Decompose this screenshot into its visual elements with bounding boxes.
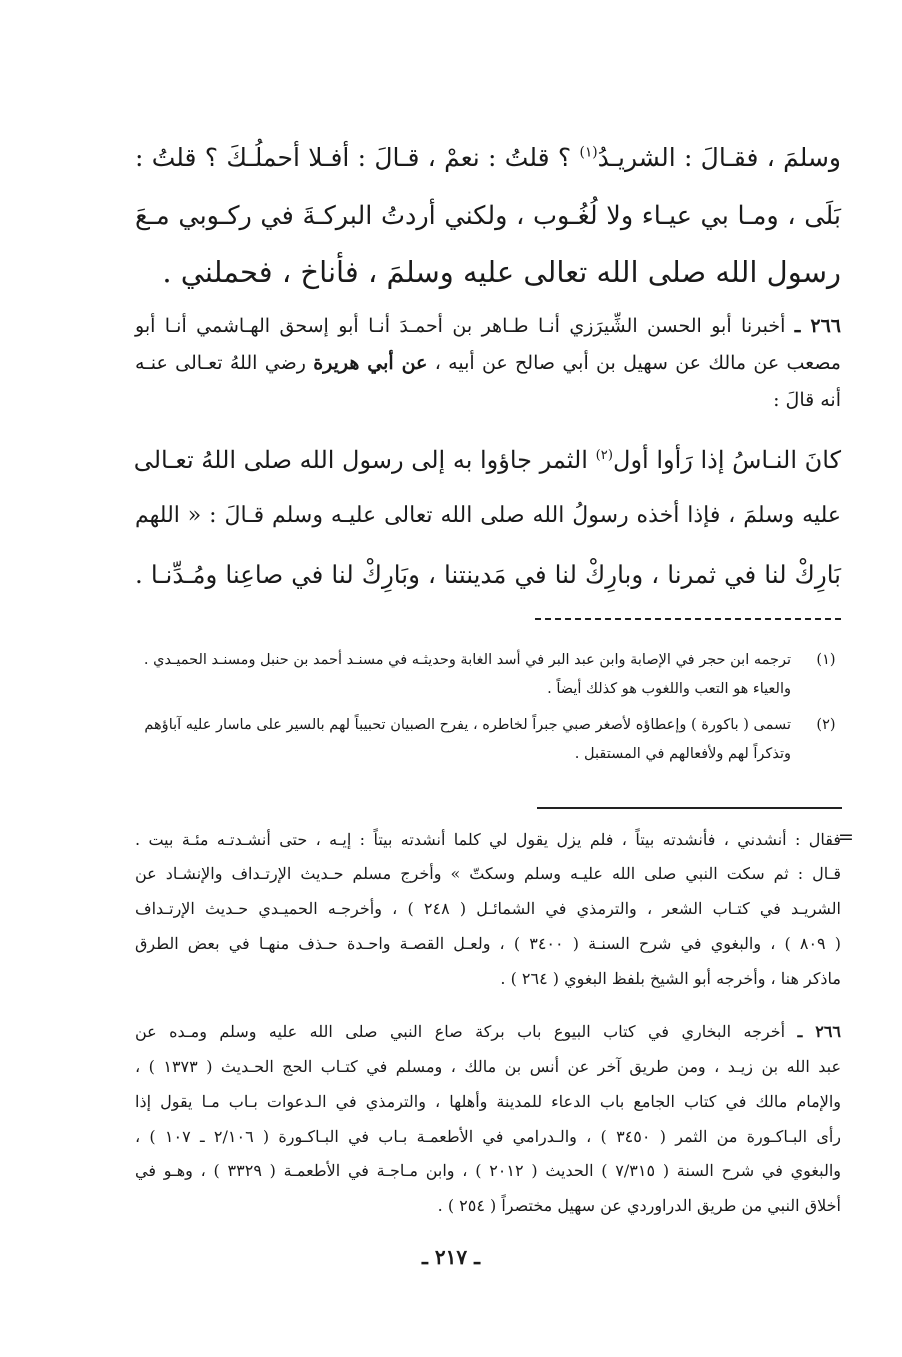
continuation-mark: = <box>838 826 854 848</box>
narrator-name: عن أبي هريرة <box>313 352 428 374</box>
commentary-line: ( ٨٠٩ ) ، والبغوي في شرح السنـة ( ٣٤٠٠ ) ، ولعـل القصـة واحـدة حـذف منهـا في بعض الطرق <box>135 934 842 953</box>
isnad-text: رضي اللهُ تعـالى عنـه <box>135 352 306 374</box>
isnad-line-1 <box>135 315 841 337</box>
page-number: ـ ٢١٧ ـ <box>422 1245 480 1269</box>
footnote-ref-2: (٢) <box>595 448 614 463</box>
commentary-line: والإمام مالك في كتاب الجامع باب الدعاء للمدينة وأهلها ، والترمذي في الـدعوات بـاب مـا يقول إذا <box>135 1092 841 1111</box>
footnote-ref-1: (١) <box>579 144 598 161</box>
footnote-2 <box>135 717 841 777</box>
commentary-line <box>135 1022 841 1041</box>
main-text-line-1 <box>135 143 841 172</box>
commentary-text: أخرجه البخاري في كتاب البيوع باب بركة صاع النبي صلى الله عليه وسلم ومـده عن <box>135 1022 786 1041</box>
isnad-line-3: أنه قالَ : <box>773 389 841 411</box>
commentary-line: عبد الله بن زيـد ، ومن طريق آخر عن أنس بن مالك ، ومسلم في كتـاب الحج الحـديث ( ١٣٧٣ ) ، <box>135 1057 842 1076</box>
isnad-text: أخبرنا أبو الحسن الشِّيرَزي أنـا طـاهر بن أحمـدَ أنـا أبو إسحق الهـاشمي أنـا أبو <box>135 315 786 337</box>
footnote-number: (١) <box>816 652 836 668</box>
commentary-line: والبغوي في شرح السنة ( ٧/٣١٥ ) الحديث ( ٢٠١٢ ) ، وابن مـاجـة في الأطعمـة ( ٣٣٢٩ ) ، وهـو في <box>135 1161 842 1180</box>
commentary-line: فقال : أنشدني ، فأنشدته بيتاً ، فلم يزل يقول لي كلما أنشدته بيتاً : إيـه ، حتى أنشـدتـه مئـة بيت . <box>135 830 841 849</box>
commentary-line: الشريـد في كتـاب الشعر ، والترمذي في الشمائـل ( ٢٤٨ ) ، وأخرجـه الحميـدي حـديث الإرتـداف <box>135 899 841 918</box>
footnote-line: تسمى ( باكورة ) وإعطاؤه لأصغر صبي جبراً لخاطره ، يفرح الصبيان تحبيباً لهم بالسير على ماسار عليه آباؤهم <box>144 717 791 733</box>
hadith-text-line-3: بَارِكْ لنا في ثمرنا ، وبارِكْ لنا في مَدينتنا ، وبَارِكْ لنا في صاعِنا ومُـدِّنـا . <box>135 560 841 589</box>
hadith-number: ٢٦٦ ـ <box>794 315 841 337</box>
isnad-text: مصعب عن مالك عن سهيل بن أبي صالح عن أبيه ، <box>434 352 841 374</box>
footnote-line: والعياء هو التعب واللغوب هو كذلك أيضاً . <box>547 681 791 697</box>
footnote-line: ترجمه ابن حجر في الإصابة وابن عبد البر في أسد الغابة وحديثـه في مسنـد أحمد بن حنبل ومسنـد الحميـدي . <box>143 652 791 668</box>
hadith-text-segment: كانَ النـاسُ إذا رَأوا أول <box>613 446 841 474</box>
hadith-text-line-1 <box>135 446 841 474</box>
main-text-segment: ؟ قلتُ : نعمْ ، قـالَ : أفـلا أحملُـكَ ؟ قلتُ : <box>135 143 572 172</box>
main-text-line-3: رسول الله صلى الله تعالى عليه وسلمَ ، فأناخ ، فحملني . <box>162 255 841 289</box>
commentary-number: ٢٦٦ ـ <box>797 1022 841 1041</box>
commentary-line: رأى البـاكـورة من الثمر ( ٣٤٥٠ ) ، والـدرامي في الأطعمـة بـاب في البـاكـورة ( ٢/١٠٦ ـ ١٠٧ ) ، <box>135 1127 842 1146</box>
hadith-text-line-2: عليه وسلمَ ، فإذا أخذه رسولُ الله صلى الله تعالى عليـه وسلم قـالَ : « اللهم <box>135 503 841 528</box>
main-text-line-2: بَلَى ، ومـا بي عيـاء ولا لُغُـوب ، ولكني أردتُ البركـةَ في ركـوبي مـعَ <box>135 201 841 231</box>
commentary-line: أخلاق النبي من طريق الدراوردي عن سهيل مختصراً ( ٢٥٤ ) . <box>437 1196 841 1215</box>
footnote-1 <box>135 652 841 712</box>
commentary-separator <box>537 807 842 809</box>
hadith-text-segment: الثمر جاؤوا به إلى رسول الله صلى اللهُ تعـالى <box>133 446 588 474</box>
commentary-line: ماذكر هنا ، وأخرجه أبو الشيخ بلفظ البغوي ( ٢٦٤ ) . <box>500 969 841 988</box>
footnote-number: (٢) <box>816 717 836 733</box>
main-text-segment: وسلمَ ، فقـالَ : الشريـدُ <box>597 143 841 172</box>
commentary-line: قـال : ثم سكت النبي صلى الله عليـه وسلم وسكتّ » وأخرج مسلم حـديث الإرتـداف والإنشـاد عن <box>135 864 841 883</box>
footnote-line: وتذكراً لهم ولأفعالهم في المستقبل . <box>574 746 791 762</box>
footnote-dashed-separator <box>535 618 841 620</box>
isnad-line-2 <box>135 352 841 374</box>
